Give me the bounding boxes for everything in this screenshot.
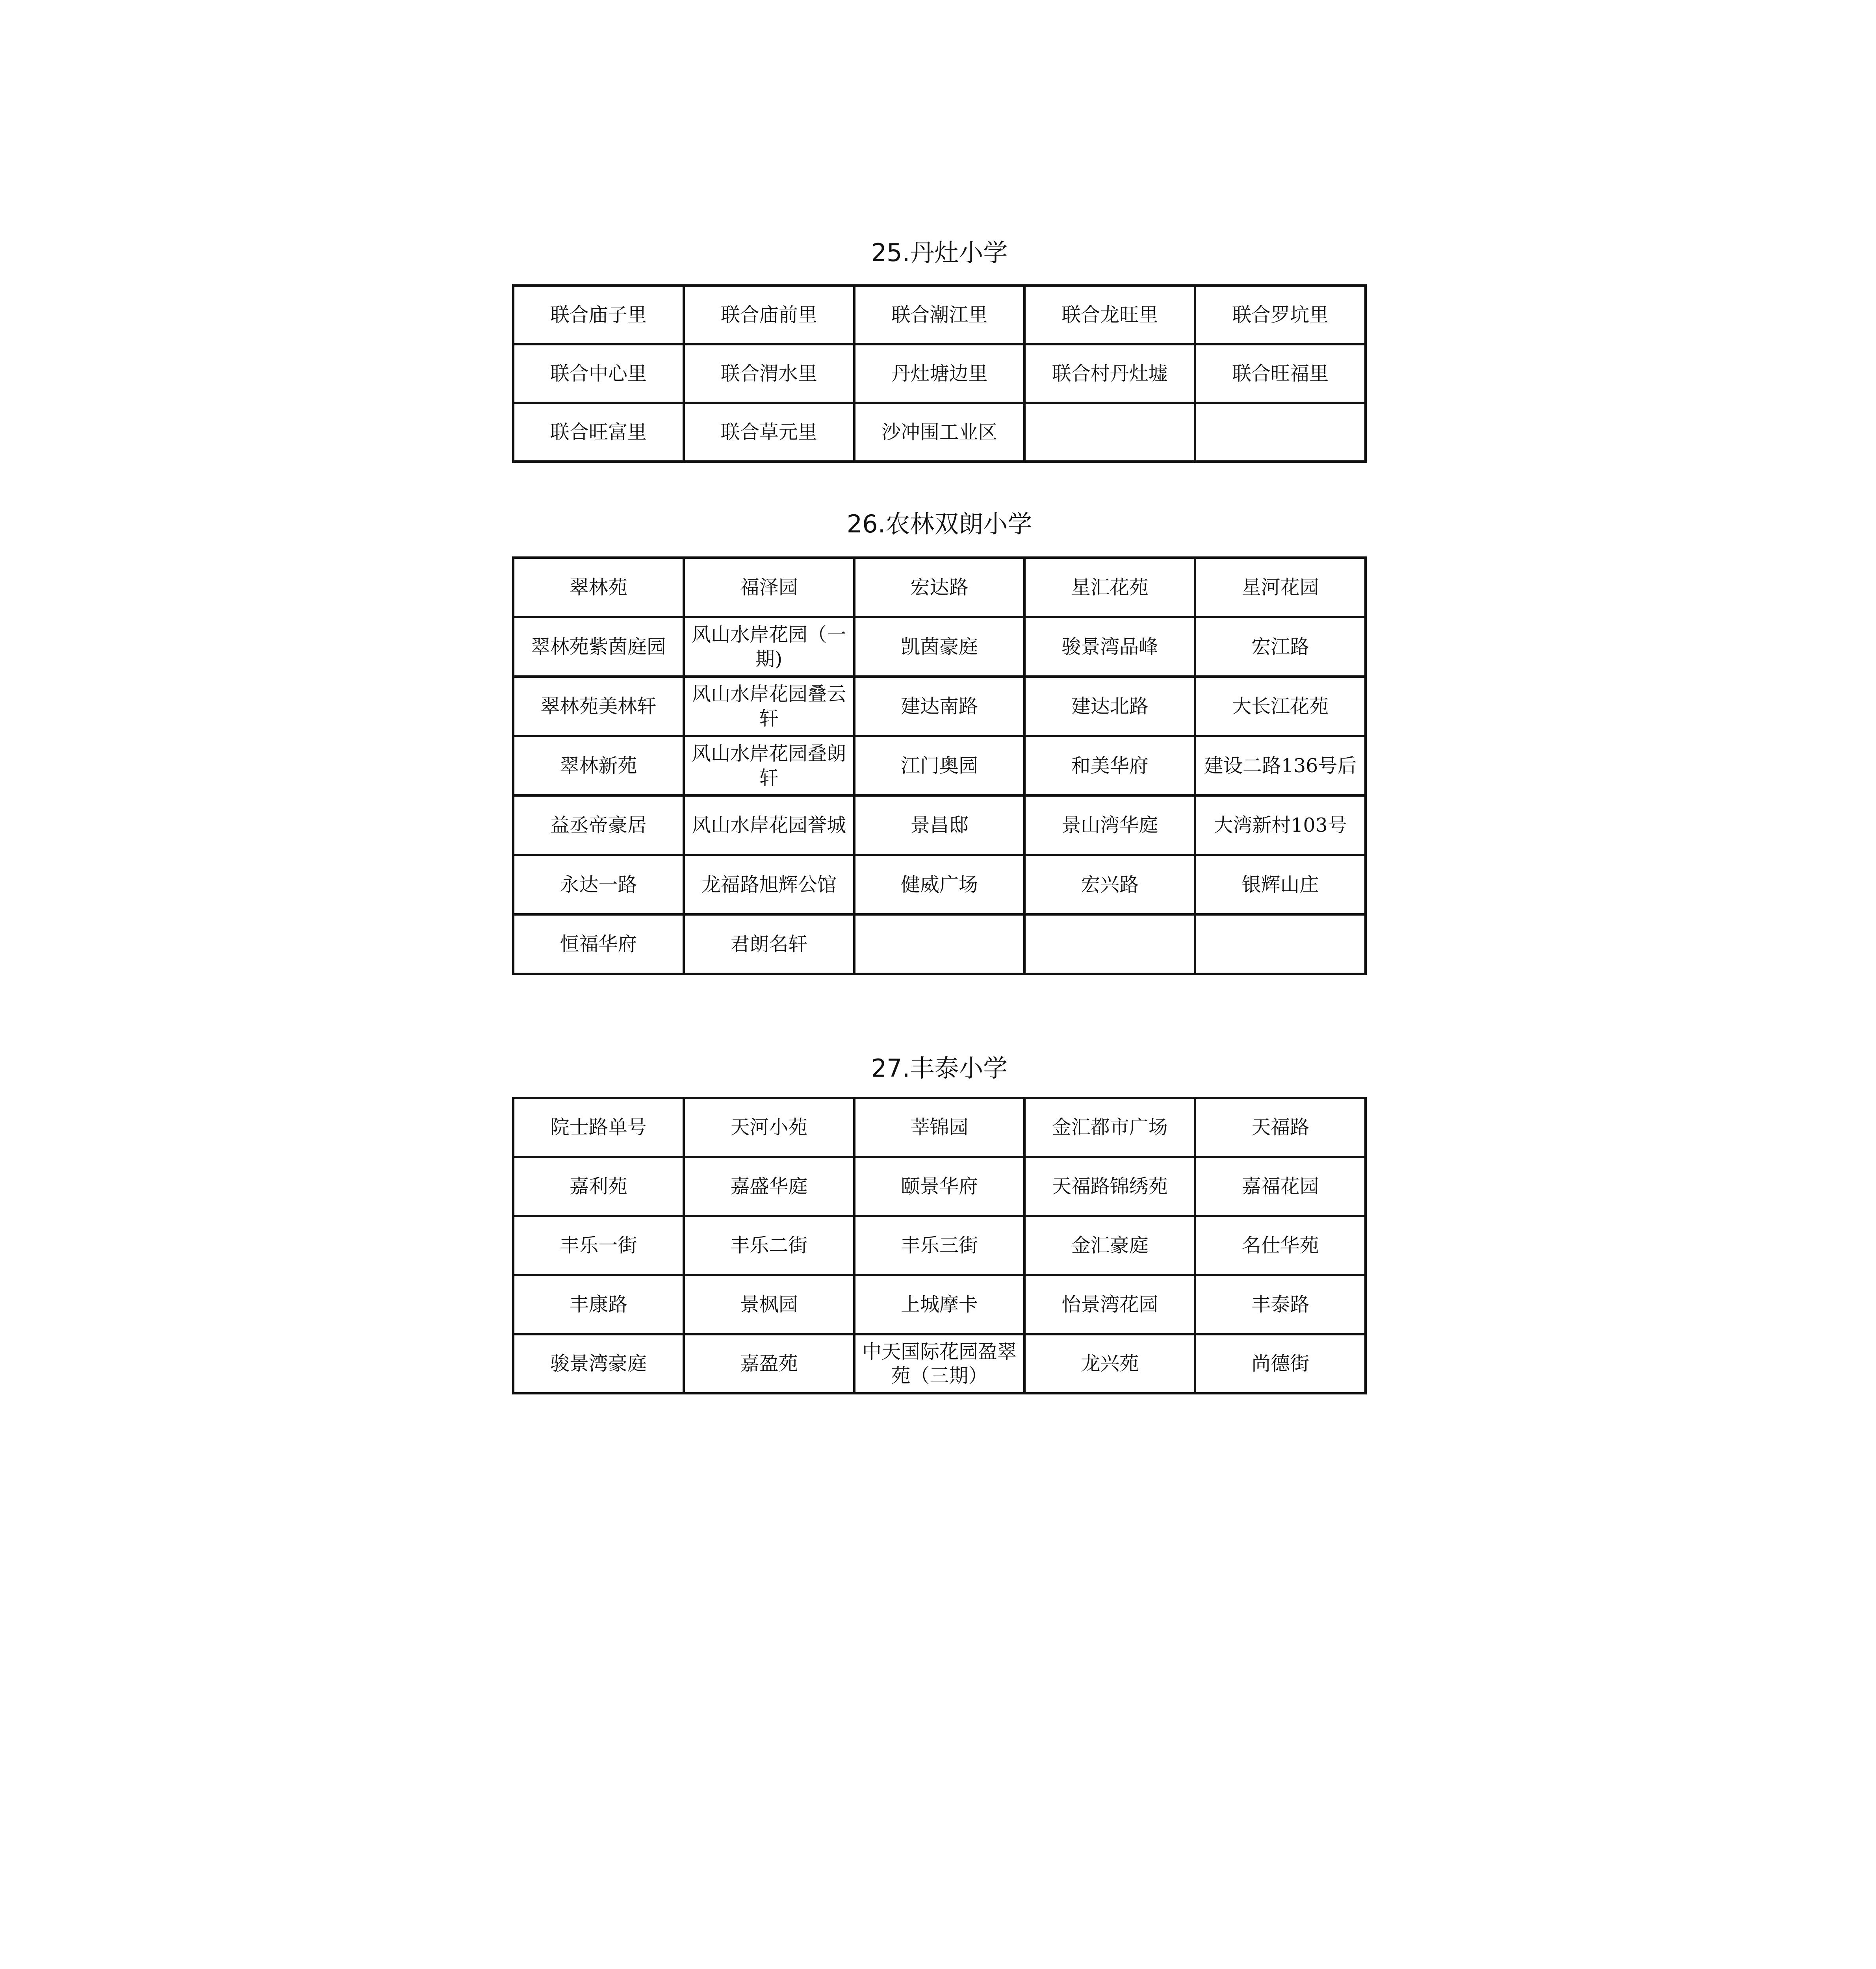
address-cell: 风山水岸花园（一期) [684,617,854,677]
address-cell: 风山水岸花园誉城 [684,795,854,855]
address-cell: 翠林苑美林轩 [513,677,684,736]
address-cell: 星河花园 [1195,558,1366,617]
table-row [513,344,1366,403]
table-row [513,855,1366,914]
address-cell: 建达北路 [1024,677,1195,736]
address-cell: 恒福华府 [513,914,684,974]
address-cell: 银辉山庄 [1195,855,1366,914]
address-cell: 骏景湾品峰 [1024,617,1195,677]
table-row [513,617,1366,677]
address-cell: 嘉盛华庭 [684,1157,854,1216]
address-cell: 天河小苑 [684,1098,854,1157]
address-cell: 翠林苑 [513,558,684,617]
address-cell: 大长江花苑 [1195,677,1366,736]
address-cell: 风山水岸花园叠朗轩 [684,736,854,795]
table-row [513,914,1366,974]
address-cell: 联合庙子里 [513,286,684,344]
table-row [513,736,1366,795]
address-cell: 尚德街 [1195,1334,1366,1393]
address-cell: 沙冲围工业区 [854,403,1025,462]
address-cell: 联合草元里 [684,403,854,462]
address-cell: 联合中心里 [513,344,684,403]
address-cell: 龙兴苑 [1024,1334,1195,1393]
address-cell: 宏兴路 [1024,855,1195,914]
address-cell: 金汇豪庭 [1024,1216,1195,1275]
address-cell [1195,403,1366,462]
address-cell: 建设二路136号后 [1195,736,1366,795]
address-cell: 福泽园 [684,558,854,617]
address-cell: 怡景湾花园 [1024,1275,1195,1334]
table-row [513,1098,1366,1157]
address-cell: 骏景湾豪庭 [513,1334,684,1393]
address-cell: 星汇花苑 [1024,558,1195,617]
address-cell: 宏达路 [854,558,1025,617]
address-table-26 [512,556,1367,975]
address-cell: 联合村丹灶墟 [1024,344,1195,403]
address-cell: 联合潮江里 [854,286,1025,344]
table-row [513,677,1366,736]
address-cell: 院士路单号 [513,1098,684,1157]
section-title-26: 26.农林双朗小学 [846,510,1032,538]
address-cell: 翠林新苑 [513,736,684,795]
table-row [513,795,1366,855]
table-row [513,1334,1366,1393]
address-cell: 名仕华苑 [1195,1216,1366,1275]
address-cell [1024,914,1195,974]
address-cell: 健威广场 [854,855,1025,914]
address-cell: 上城摩卡 [854,1275,1025,1334]
table-row [513,1157,1366,1216]
table-row [513,558,1366,617]
address-cell: 永达一路 [513,855,684,914]
address-cell: 嘉盈苑 [684,1334,854,1393]
table-row [513,286,1366,344]
address-cell: 丰泰路 [1195,1275,1366,1334]
address-cell [1024,403,1195,462]
address-cell: 联合旺福里 [1195,344,1366,403]
address-cell: 益丞帝豪居 [513,795,684,855]
address-cell: 联合渭水里 [684,344,854,403]
table-row [513,1275,1366,1334]
address-cell: 建达南路 [854,677,1025,736]
address-cell: 丰乐三街 [854,1216,1025,1275]
address-cell: 联合旺富里 [513,403,684,462]
address-cell: 中天国际花园盈翠苑（三期） [854,1334,1025,1393]
address-cell: 凯茵豪庭 [854,617,1025,677]
address-cell: 大湾新村103号 [1195,795,1366,855]
address-cell: 金汇都市广场 [1024,1098,1195,1157]
address-cell: 景枫园 [684,1275,854,1334]
address-cell: 嘉利苑 [513,1157,684,1216]
address-cell: 联合龙旺里 [1024,286,1195,344]
address-cell: 丰乐二街 [684,1216,854,1275]
address-cell: 和美华府 [1024,736,1195,795]
address-cell: 天福路 [1195,1098,1366,1157]
address-cell [854,914,1025,974]
address-cell: 景昌邸 [854,795,1025,855]
address-cell: 龙福路旭辉公馆 [684,855,854,914]
address-table-25 [512,284,1367,463]
address-cell: 莘锦园 [854,1098,1025,1157]
section-title-25: 25.丹灶小学 [871,238,1008,267]
address-cell: 嘉福花园 [1195,1157,1366,1216]
address-cell: 君朗名轩 [684,914,854,974]
section-title-27: 27.丰泰小学 [871,1054,1008,1083]
address-cell: 丹灶塘边里 [854,344,1025,403]
address-cell: 景山湾华庭 [1024,795,1195,855]
address-cell: 江门奥园 [854,736,1025,795]
address-cell: 丰乐一街 [513,1216,684,1275]
address-cell: 宏江路 [1195,617,1366,677]
address-cell: 联合罗坑里 [1195,286,1366,344]
address-cell: 天福路锦绣苑 [1024,1157,1195,1216]
address-cell [1195,914,1366,974]
table-row [513,403,1366,462]
address-cell: 丰康路 [513,1275,684,1334]
address-cell: 颐景华府 [854,1157,1025,1216]
table-row [513,1216,1366,1275]
address-cell: 联合庙前里 [684,286,854,344]
address-table-27 [512,1097,1367,1394]
address-cell: 风山水岸花园叠云轩 [684,677,854,736]
address-cell: 翠林苑紫茵庭园 [513,617,684,677]
